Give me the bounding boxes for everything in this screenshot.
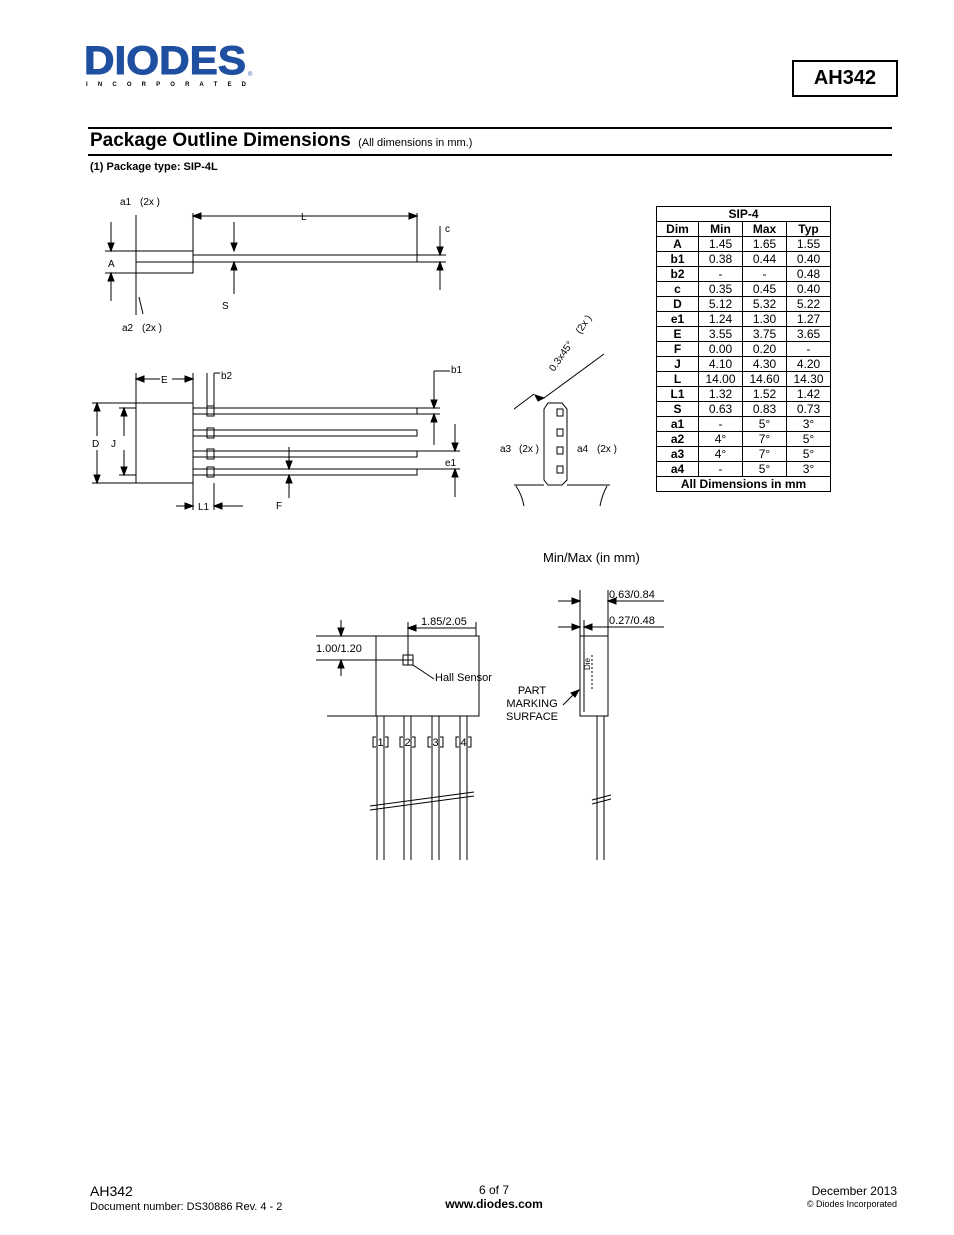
label-part-marking-1: PART xyxy=(517,685,547,697)
label-A: A xyxy=(108,259,115,270)
label-a1-count: (2x ) xyxy=(140,197,160,208)
dim-name-cell: J xyxy=(657,357,699,372)
label-F: F xyxy=(276,501,283,512)
dim-value-cell: 1.27 xyxy=(787,312,831,327)
dim-value-cell: 0.40 xyxy=(787,252,831,267)
pin-label: 4 xyxy=(460,737,467,749)
dim-value-cell: 1.32 xyxy=(699,387,743,402)
dim-value-cell: - xyxy=(787,342,831,357)
dim-value-cell: - xyxy=(699,417,743,432)
label-E: E xyxy=(161,375,168,386)
dim-value-cell: 1.52 xyxy=(743,387,787,402)
label-b2: b2 xyxy=(221,371,233,382)
dim-value-cell: 4.30 xyxy=(743,357,787,372)
dim-value-cell: 0.73 xyxy=(787,402,831,417)
dim-value-cell: - xyxy=(743,267,787,282)
dim-value-cell: - xyxy=(699,267,743,282)
dim-value-cell: - xyxy=(699,462,743,477)
dim-value-cell: 5.22 xyxy=(787,297,831,312)
dim-value-cell: 4° xyxy=(699,447,743,462)
dim-value-cell: 14.30 xyxy=(787,372,831,387)
table-footer: All Dimensions in mm xyxy=(657,477,831,492)
part-number: AH342 xyxy=(813,67,877,89)
dim-value-cell: 3.55 xyxy=(699,327,743,342)
dim-value-cell: 1.45 xyxy=(699,237,743,252)
dim-value-cell: 5° xyxy=(787,432,831,447)
dim-value-cell: 4.20 xyxy=(787,357,831,372)
dim-value-cell: 0.44 xyxy=(743,252,787,267)
label-part-marking-2: MARKING xyxy=(506,698,558,710)
dim-value-cell: 0.63 xyxy=(699,402,743,417)
dim-value-cell: 5.32 xyxy=(743,297,787,312)
col-header: Max xyxy=(743,222,787,237)
label-thickness: 0.63/0.84 xyxy=(609,589,655,601)
dim-value-cell: 0.35 xyxy=(699,282,743,297)
pin-label: 3 xyxy=(432,737,439,749)
label-part-marking-3: SURFACE xyxy=(506,711,558,723)
label-a2-count: (2x ) xyxy=(142,323,162,334)
dim-value-cell: 0.40 xyxy=(787,282,831,297)
marking-heading: Min/Max (in mm) xyxy=(543,550,640,565)
dim-value-cell: 4.10 xyxy=(699,357,743,372)
dim-value-cell: 1.55 xyxy=(787,237,831,252)
dim-name-cell: a4 xyxy=(657,462,699,477)
dim-value-cell: 1.65 xyxy=(743,237,787,252)
label-a4-count: (2x ) xyxy=(597,444,617,455)
footer-date: December 2013 xyxy=(811,1184,897,1198)
dim-value-cell: 5° xyxy=(743,417,787,432)
dim-name-cell: b1 xyxy=(657,252,699,267)
logo-subtext: I N C O R P O R A T E D xyxy=(86,82,246,88)
label-a1: a1 xyxy=(120,197,132,208)
dim-name-cell: F xyxy=(657,342,699,357)
dim-value-cell: 5.12 xyxy=(699,297,743,312)
dim-value-cell: 3.65 xyxy=(787,327,831,342)
label-L: L xyxy=(301,212,307,223)
label-left-height: 1.00/1.20 xyxy=(316,643,362,655)
label-chamfer-count: (2x ) xyxy=(573,313,595,337)
dim-name-cell: a2 xyxy=(657,432,699,447)
dim-name-cell: c xyxy=(657,282,699,297)
label-S: S xyxy=(222,301,229,312)
section-subtitle: (All dimensions in mm.) xyxy=(358,137,473,149)
dim-value-cell: 3° xyxy=(787,417,831,432)
dim-value-cell: 3.75 xyxy=(743,327,787,342)
label-a3-count: (2x ) xyxy=(519,444,539,455)
dim-value-cell: 0.00 xyxy=(699,342,743,357)
dim-value-cell: 5° xyxy=(787,447,831,462)
label-die: Die xyxy=(583,657,592,670)
dim-name-cell: E xyxy=(657,327,699,342)
dim-name-cell: a1 xyxy=(657,417,699,432)
dim-name-cell: a3 xyxy=(657,447,699,462)
dim-value-cell: 7° xyxy=(743,447,787,462)
label-top-width: 1.85/2.05 xyxy=(421,616,467,628)
dim-value-cell: 14.00 xyxy=(699,372,743,387)
dim-name-cell: L1 xyxy=(657,387,699,402)
footer-website[interactable]: www.diodes.com xyxy=(445,1197,543,1211)
col-header: Typ xyxy=(787,222,831,237)
label-c: c xyxy=(445,224,450,235)
dim-value-cell: 0.20 xyxy=(743,342,787,357)
col-header: Min xyxy=(699,222,743,237)
label-a3: a3 xyxy=(500,444,512,455)
footer-doc-number: Document number: DS30886 Rev. 4 - 2 xyxy=(90,1201,283,1213)
dim-name-cell: S xyxy=(657,402,699,417)
dim-name-cell: A xyxy=(657,237,699,252)
dim-value-cell: 1.42 xyxy=(787,387,831,402)
label-die-depth: 0.27/0.48 xyxy=(609,615,655,627)
label-a4: a4 xyxy=(577,444,589,455)
col-header: Dim xyxy=(657,222,699,237)
dim-value-cell: 3° xyxy=(787,462,831,477)
dim-value-cell: 1.24 xyxy=(699,312,743,327)
logo-wordmark: DIODES xyxy=(84,40,246,83)
label-hall-sensor: Hall Sensor xyxy=(435,672,492,684)
label-chamfer: 0.3x45° xyxy=(547,339,576,374)
label-D: D xyxy=(92,439,100,450)
footer-page: 6 of 7 xyxy=(478,1183,510,1197)
package-type: (1) Package type: SIP-4L xyxy=(90,161,218,173)
registered-mark-icon: ® xyxy=(248,72,253,78)
dim-name-cell: L xyxy=(657,372,699,387)
label-b1: b1 xyxy=(451,365,463,376)
footer-copyright: © Diodes Incorporated xyxy=(806,1199,897,1209)
footer-part: AH342 xyxy=(90,1183,133,1199)
dim-name-cell: b2 xyxy=(657,267,699,282)
pin-label: 1 xyxy=(377,737,384,749)
label-e1: e1 xyxy=(445,458,457,469)
label-a2: a2 xyxy=(122,323,134,334)
dim-value-cell: 4° xyxy=(699,432,743,447)
dim-value-cell: 0.38 xyxy=(699,252,743,267)
dim-value-cell: 0.83 xyxy=(743,402,787,417)
dim-value-cell: 0.45 xyxy=(743,282,787,297)
dim-name-cell: e1 xyxy=(657,312,699,327)
dim-value-cell: 0.48 xyxy=(787,267,831,282)
label-J: J xyxy=(111,439,116,450)
table-title: SIP-4 xyxy=(657,207,831,222)
section-title-text: Package Outline Dimensions xyxy=(90,130,351,151)
dim-value-cell: 1.30 xyxy=(743,312,787,327)
dim-value-cell: 7° xyxy=(743,432,787,447)
dim-value-cell: 5° xyxy=(743,462,787,477)
label-L1: L1 xyxy=(198,502,210,513)
dim-name-cell: D xyxy=(657,297,699,312)
dim-value-cell: 14.60 xyxy=(743,372,787,387)
pin-label: 2 xyxy=(404,737,411,749)
